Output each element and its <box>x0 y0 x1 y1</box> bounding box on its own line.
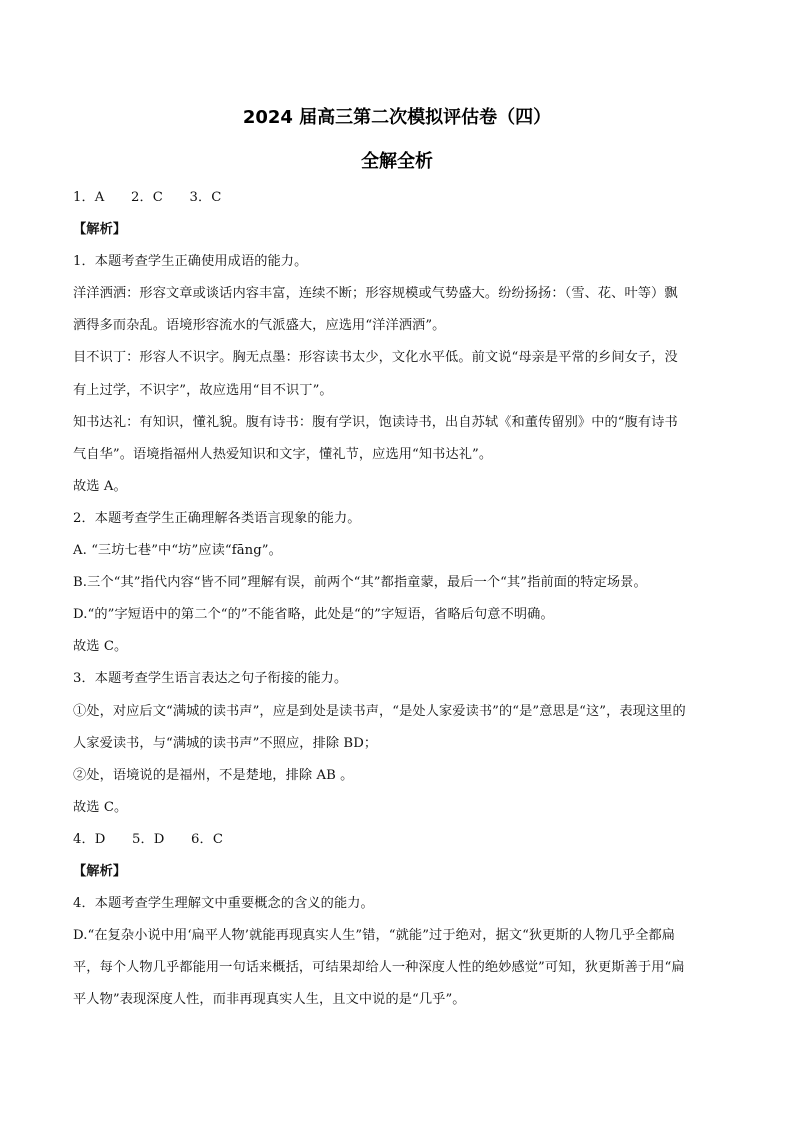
text-line: ②处，语境说的是福州，不是楚地，排除 AB 。 <box>73 767 354 783</box>
text-line: ①处，对应后文“满城的读书声”，应是到处是读书声，“是处人家爱读书”的“是”意思是“这”，表现这里的 <box>73 703 686 719</box>
text-line: 平，每个人物几乎都能用一句话来概括，可结果却给人一种深度人性的绝妙感觉”可知，狄更斯善于用“扁 <box>73 960 685 976</box>
question-3-intro: 3．本题考查学生语言表达之句子衔接的能力。 <box>73 671 348 687</box>
analysis-heading: 【解析】 <box>73 222 127 238</box>
document-title: 2024 届高三第二次模拟评估卷（四） <box>242 107 552 128</box>
text-line: 洋洋洒洒：形容文章或谈话内容丰富，连续不断；形容规模或气势盛大。纷纷扬扬：（雪、花、叶等）飘 <box>73 286 678 302</box>
document-subtitle: 全解全析 <box>361 151 433 172</box>
text-line: 人家爱读书，与“满城的读书声”不照应，排除 BD； <box>73 735 378 751</box>
text-line: 平人物”表现深度人性，而非再现真实人生，且文中说的是“几乎”。 <box>73 992 466 1008</box>
text-line: D.“的”字短语中的第二个“的”不能省略，此处是“的”字短语，省略后句意不明确。 <box>73 607 554 623</box>
text-line: 目不识丁：形容人不识字。胸无点墨：形容读书太少，文化水平低。前文说“母亲是平常的乡间女子，没 <box>73 350 678 366</box>
answer-analysis-body <box>73 182 723 1016</box>
analysis-heading: 【解析】 <box>73 863 127 879</box>
question-1-intro: 1．本题考查学生正确使用成语的能力。 <box>73 254 308 270</box>
text-line: 气自华”。语境指福州人热爱知识和文字，懂礼节，应选用“知书达礼”。 <box>73 446 493 462</box>
text-line: D.“在复杂小说中用‘扁平人物’就能再现真实人生”错，“就能”过于绝对，据文“狄更斯的人物几乎全都扁 <box>73 928 676 944</box>
question-2-intro: 2．本题考查学生正确理解各类语言现象的能力。 <box>73 510 361 526</box>
text-line: A. “三坊七巷”中“坊”应读“fāng”。 <box>73 543 282 559</box>
answer-conclusion: 故选 C。 <box>73 799 128 815</box>
question-4-intro: 4．本题考查学生理解文中重要概念的含义的能力。 <box>73 896 374 912</box>
answer-conclusion: 故选 A。 <box>73 478 127 494</box>
text-line: 洒得多而杂乱。语境形容流水的气派盛大，应选用“洋洋洒洒”。 <box>73 318 446 334</box>
answer-key-line: 1．A 2．C 3．C <box>73 190 222 205</box>
text-line: B.三个“其”指代内容“皆不同”理解有误，前两个“其”都指童蒙，最后一个“其”指前面的特定场景。 <box>73 575 647 591</box>
text-line: 有上过学，不识字”，故应选用“目不识丁”。 <box>73 382 333 398</box>
answer-key-line: 4．D 5．D 6．C <box>73 831 224 847</box>
answer-conclusion: 故选 C。 <box>73 639 128 655</box>
text-line: 知书达礼：有知识，懂礼貌。腹有诗书：腹有学识，饱读诗书，出自苏轼《和董传留别》中的“腹有诗书 <box>73 414 678 430</box>
